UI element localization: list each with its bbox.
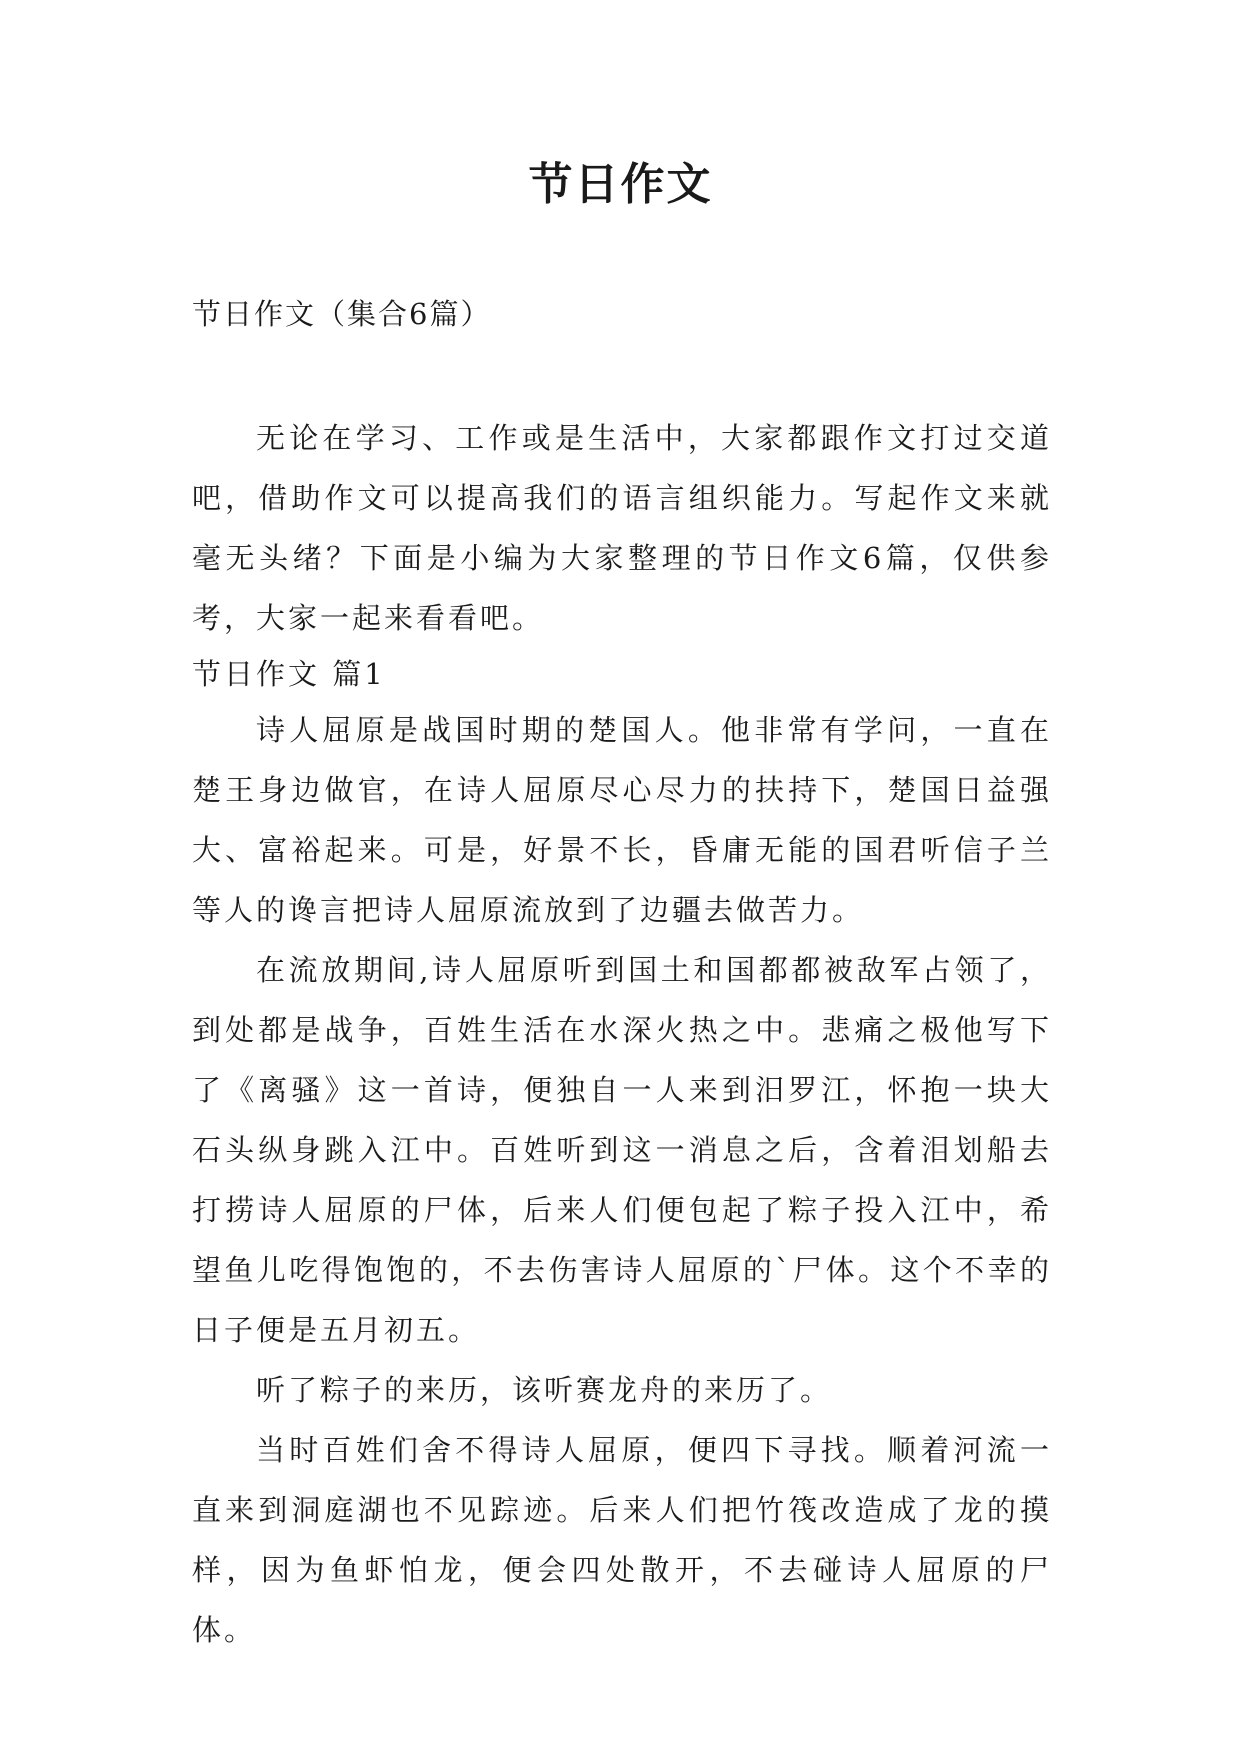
document-subtitle: 节日作文（集合6篇） bbox=[192, 297, 492, 331]
intro-paragraph: 无论在学习、工作或是生活中，大家都跟作文打过交道吧，借助作文可以提高我们的语言组织能力。写起作文来就毫无头绪？下面是小编为大家整理的节日作文6篇，仅供参考，大家一起来看看吧。 bbox=[192, 421, 1052, 635]
body-paragraph: 诗人屈原是战国时期的楚国人。他非常有学问，一直在楚王身边做官，在诗人屈原尽心尽力的扶持下，楚国日益强大、富裕起来。可是，好景不长，昏庸无能的国君听信子兰等人的谗言把诗人屈原流放到了边疆去做苦力。 bbox=[192, 713, 1052, 927]
document-title: 节日作文 bbox=[528, 159, 713, 210]
document-body bbox=[192, 408, 1052, 1660]
body-paragraph: 听了粽子的来历，该听赛龙舟的来历了。 bbox=[256, 1373, 833, 1407]
section-heading: 节日作文 篇1 bbox=[192, 657, 386, 691]
body-paragraph: 当时百姓们舍不得诗人屈原，便四下寻找。顺着河流一直来到洞庭湖也不见踪迹。后来人们把竹筏改造成了龙的摸样，因为鱼虾怕龙，便会四处散开，不去碰诗人屈原的尸体。 bbox=[192, 1433, 1052, 1647]
body-paragraph: 在流放期间,诗人屈原听到国土和国都都被敌军占领了，到处都是战争，百姓生活在水深火热之中。悲痛之极他写下了《离骚》这一首诗，便独自一人来到汨罗江，怀抱一块大石头纵身跳入江中。百姓听到这一消息之后，含着泪划船去打捞诗人屈原的尸体，后来人们便包起了粽子投入江中，希望鱼儿吃得饱饱的，不去伤害诗人屈原的`尸体。这个不幸的日子便是五月初五。 bbox=[192, 953, 1052, 1347]
